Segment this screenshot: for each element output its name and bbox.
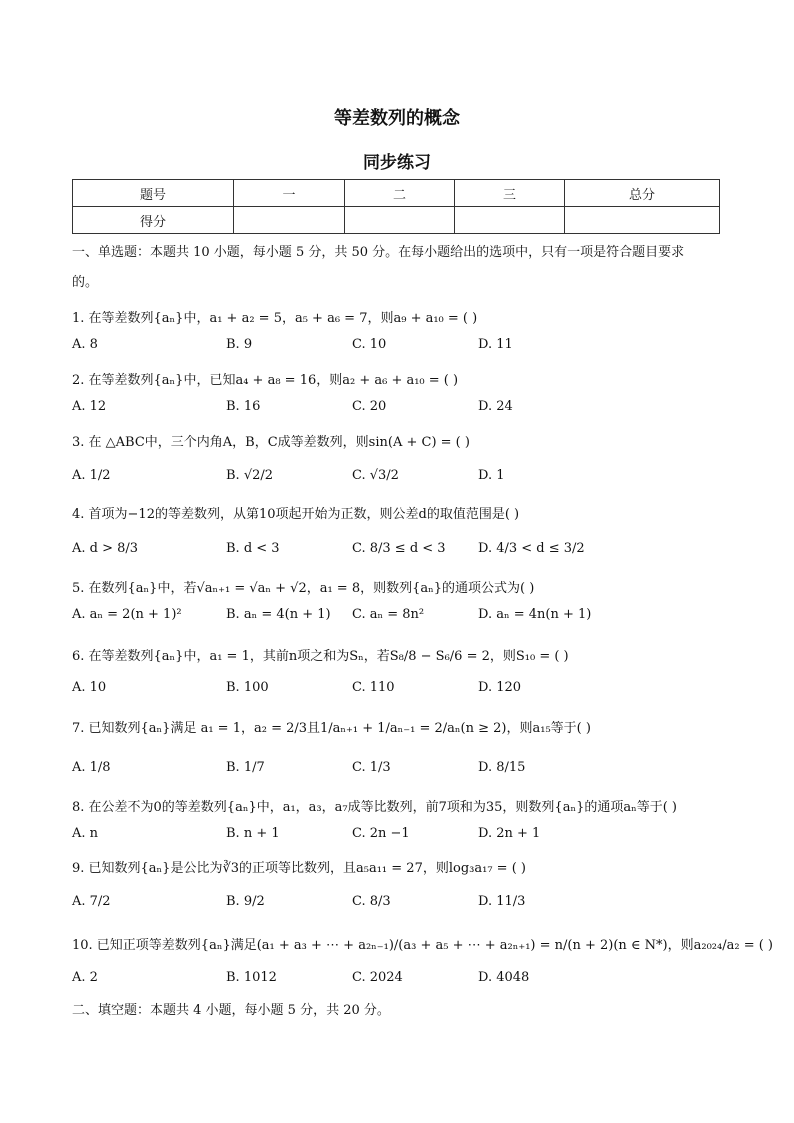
score-header-cell: 题号 — [73, 180, 234, 207]
score-table — [72, 179, 720, 234]
answer-option[interactable]: D. 8/15 — [478, 760, 526, 775]
question-stem: 5. 在数列{aₙ}中，若√aₙ₊₁ = √aₙ + √2，a₁ = 8，则数列{aₙ}的通项公式为( ) — [72, 581, 535, 596]
answer-option[interactable]: C. 10 — [352, 337, 387, 352]
question-stem: 6. 在等差数列{aₙ}中，a₁ = 1，其前n项之和为Sₙ，若S₈/8 − S₆/6 = 2，则S₁₀ = ( ) — [72, 649, 569, 664]
answer-option[interactable]: D. 4048 — [478, 970, 530, 985]
answer-option[interactable]: B. 100 — [226, 680, 269, 695]
answer-option[interactable]: B. 1012 — [226, 970, 277, 985]
answer-option[interactable]: D. 11/3 — [478, 894, 526, 909]
score-header-cell: 三 — [455, 180, 565, 207]
answer-option[interactable]: C. 110 — [352, 680, 395, 695]
score-header-cell: 一 — [234, 180, 345, 207]
answer-option[interactable]: C. 8/3 — [352, 894, 391, 909]
answer-option[interactable]: C. 2024 — [352, 970, 403, 985]
answer-option[interactable]: D. 4/3 < d ≤ 3/2 — [478, 541, 585, 556]
answer-option[interactable]: B. 16 — [226, 399, 261, 414]
answer-option[interactable]: D. 2n + 1 — [478, 826, 541, 841]
question-stem: 4. 首项为−12的等差数列，从第10项起开始为正数，则公差d的取值范围是( ) — [72, 507, 520, 522]
answer-option[interactable]: D. aₙ = 4n(n + 1) — [478, 607, 592, 622]
score-input-cell[interactable] — [345, 207, 455, 234]
answer-option[interactable]: B. 9/2 — [226, 894, 265, 909]
question-stem: 1. 在等差数列{aₙ}中，a₁ + a₂ = 5，a₅ + a₆ = 7，则a₉ + a₁₀ = ( ) — [72, 311, 478, 326]
answer-option[interactable]: A. d > 8/3 — [72, 541, 139, 556]
question-stem: 3. 在 △ABC中，三个内角A，B，C成等差数列，则sin(A + C) = ( ) — [72, 435, 470, 450]
answer-option[interactable]: B. aₙ = 4(n + 1) — [226, 607, 331, 622]
score-table-header-row — [73, 180, 720, 207]
answer-option[interactable]: D. 1 — [478, 468, 505, 483]
question-stem: 10. 已知正项等差数列{aₙ}满足(a₁ + a₃ + ⋯ + a₂ₙ₋₁)/(a₃ + a₅ + ⋯ + a₂ₙ₊₁) = n/(n + 2)(n ∈ N*)，则a₂₀₂₄/a₂ = ( ) — [72, 938, 774, 953]
answer-option[interactable]: B. d < 3 — [226, 541, 280, 556]
question-stem: 7. 已知数列{aₙ}满足 a₁ = 1，a₂ = 2/3且1/aₙ₊₁ + 1/aₙ₋₁ = 2/aₙ(n ≥ 2)，则a₁₅等于( ) — [72, 721, 591, 736]
section-heading-single-choice: 一、单选题：本题共 10 小题，每小题 5 分，共 50 分。在每小题给出的选项中，只有一项是符合题目要求 — [72, 245, 685, 260]
answer-option[interactable]: B. 1/7 — [226, 760, 265, 775]
score-header-cell: 总分 — [565, 180, 720, 207]
answer-option[interactable]: B. 9 — [226, 337, 253, 352]
answer-option[interactable]: B. √2/2 — [226, 468, 274, 483]
score-header-cell: 二 — [345, 180, 455, 207]
answer-option[interactable]: A. 12 — [72, 399, 107, 414]
score-input-cell[interactable] — [234, 207, 345, 234]
answer-option[interactable]: C. 8/3 ≤ d < 3 — [352, 541, 446, 556]
answer-option[interactable]: C. 1/3 — [352, 760, 391, 775]
answer-option[interactable]: D. 11 — [478, 337, 513, 352]
question-stem: 2. 在等差数列{aₙ}中，已知a₄ + a₈ = 16，则a₂ + a₆ + a₁₀ = ( ) — [72, 373, 459, 388]
answer-option[interactable]: C. √3/2 — [352, 468, 399, 483]
answer-option[interactable]: C. 20 — [352, 399, 387, 414]
section-heading-single-choice-cont: 的。 — [72, 275, 99, 290]
answer-option[interactable]: C. aₙ = 8n² — [352, 607, 425, 622]
score-input-cell[interactable] — [455, 207, 565, 234]
answer-option[interactable]: A. 7/2 — [72, 894, 111, 909]
answer-option[interactable]: A. 8 — [72, 337, 98, 352]
answer-option[interactable]: A. aₙ = 2(n + 1)² — [72, 607, 182, 622]
document-title: 等差数列的概念 — [334, 108, 460, 129]
question-stem: 9. 已知数列{aₙ}是公比为∛3的正项等比数列，且a₅a₁₁ = 27，则log₃a₁₇ = ( ) — [72, 861, 526, 876]
score-table-score-row — [73, 207, 720, 234]
score-input-cell[interactable] — [565, 207, 720, 234]
answer-option[interactable]: A. 1/2 — [72, 468, 111, 483]
answer-option[interactable]: A. n — [72, 826, 99, 841]
question-stem: 8. 在公差不为0的等差数列{aₙ}中，a₁，a₃，a₇成等比数列，前7项和为35，则数列{aₙ}的通项aₙ等于( ) — [72, 800, 677, 815]
answer-option[interactable]: D. 24 — [478, 399, 513, 414]
answer-option[interactable]: A. 1/8 — [72, 760, 111, 775]
section-heading-fill-blank: 二、填空题：本题共 4 小题，每小题 5 分，共 20 分。 — [72, 1003, 390, 1018]
score-row-label: 得分 — [73, 207, 234, 234]
answer-option[interactable]: A. 2 — [72, 970, 98, 985]
document-subtitle: 同步练习 — [363, 153, 431, 173]
answer-option[interactable]: D. 120 — [478, 680, 522, 695]
answer-option[interactable]: B. n + 1 — [226, 826, 280, 841]
answer-option[interactable]: A. 10 — [72, 680, 107, 695]
answer-option[interactable]: C. 2n −1 — [352, 826, 410, 841]
